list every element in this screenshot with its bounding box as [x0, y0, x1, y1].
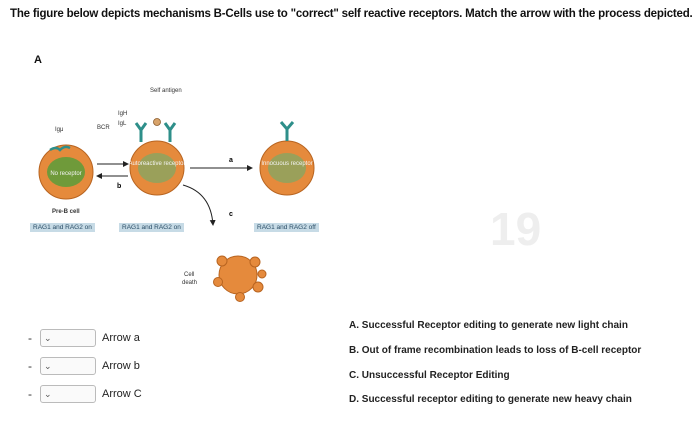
self-antigen-dot — [154, 119, 161, 126]
cell-death-label-1: Cell — [184, 272, 195, 278]
arrow-a-row — [28, 328, 140, 348]
igh-label: IgH — [118, 111, 128, 117]
self-antigen-label: Self antigen — [150, 88, 182, 94]
arrow-b-answer: - — [28, 359, 32, 373]
answer-option-c: C. Unsuccessful Receptor Editing — [349, 370, 510, 381]
no-receptor-label: No receptor — [50, 171, 82, 177]
arrow-c-answer: - — [28, 387, 32, 401]
arrow-c-label: c — [229, 211, 233, 218]
autoreactive-cell — [130, 119, 184, 196]
panel-label: A — [34, 54, 42, 66]
rag-status-2: RAG1 and RAG2 on — [119, 223, 184, 232]
arrow-a-select-label: Arrow a — [102, 332, 140, 344]
arrow-c-select-label: Arrow C — [102, 388, 142, 400]
arrow-b-select[interactable] — [40, 357, 96, 375]
question-text: The figure below depicts mechanisms B-Cells use to "correct" self reactive receptors. Match the arrow with the process depicted. — [10, 8, 693, 20]
apoptotic-cell — [214, 256, 267, 302]
chevron-down-icon: ⌄ — [44, 360, 52, 371]
igu-label: Igμ — [55, 127, 64, 133]
arrow-c-select[interactable] — [40, 385, 96, 403]
watermark-text: 19 — [490, 203, 542, 255]
arrow-c-row — [28, 384, 142, 404]
answer-option-d: D. Successful receptor editing to generate new heavy chain — [349, 394, 632, 405]
chevron-down-icon: ⌄ — [44, 332, 52, 343]
arrow-b-select-label: Arrow b — [102, 360, 140, 372]
autoreactive-receptor-label: Autoreactive receptor — [128, 161, 186, 167]
cell-death-label-2: death — [182, 280, 198, 286]
arrow-a-answer: - — [28, 331, 32, 345]
innocuous-receptor-label: Innocuous receptor — [261, 161, 313, 167]
rag-status-3: RAG1 and RAG2 off — [254, 223, 319, 232]
arrow-b-label: b — [117, 183, 122, 190]
arrow-b-row — [28, 356, 140, 376]
chevron-down-icon: ⌄ — [44, 388, 52, 399]
answer-option-a: A. Successful Receptor editing to generate new light chain — [349, 320, 628, 331]
answer-option-b: B. Out of frame recombination leads to loss of B-cell receptor — [349, 345, 642, 356]
igl-label: IgL — [118, 121, 127, 127]
arrow-c-line — [183, 185, 213, 225]
pre-b-cell-label: Pre-B cell — [52, 209, 80, 215]
innocuous-cell — [260, 122, 314, 195]
arrow-a-select[interactable] — [40, 329, 96, 347]
rag-status-1: RAG1 and RAG2 on — [30, 223, 95, 232]
bcr-label: BCR — [97, 125, 110, 131]
arrow-a-label: a — [229, 157, 233, 164]
